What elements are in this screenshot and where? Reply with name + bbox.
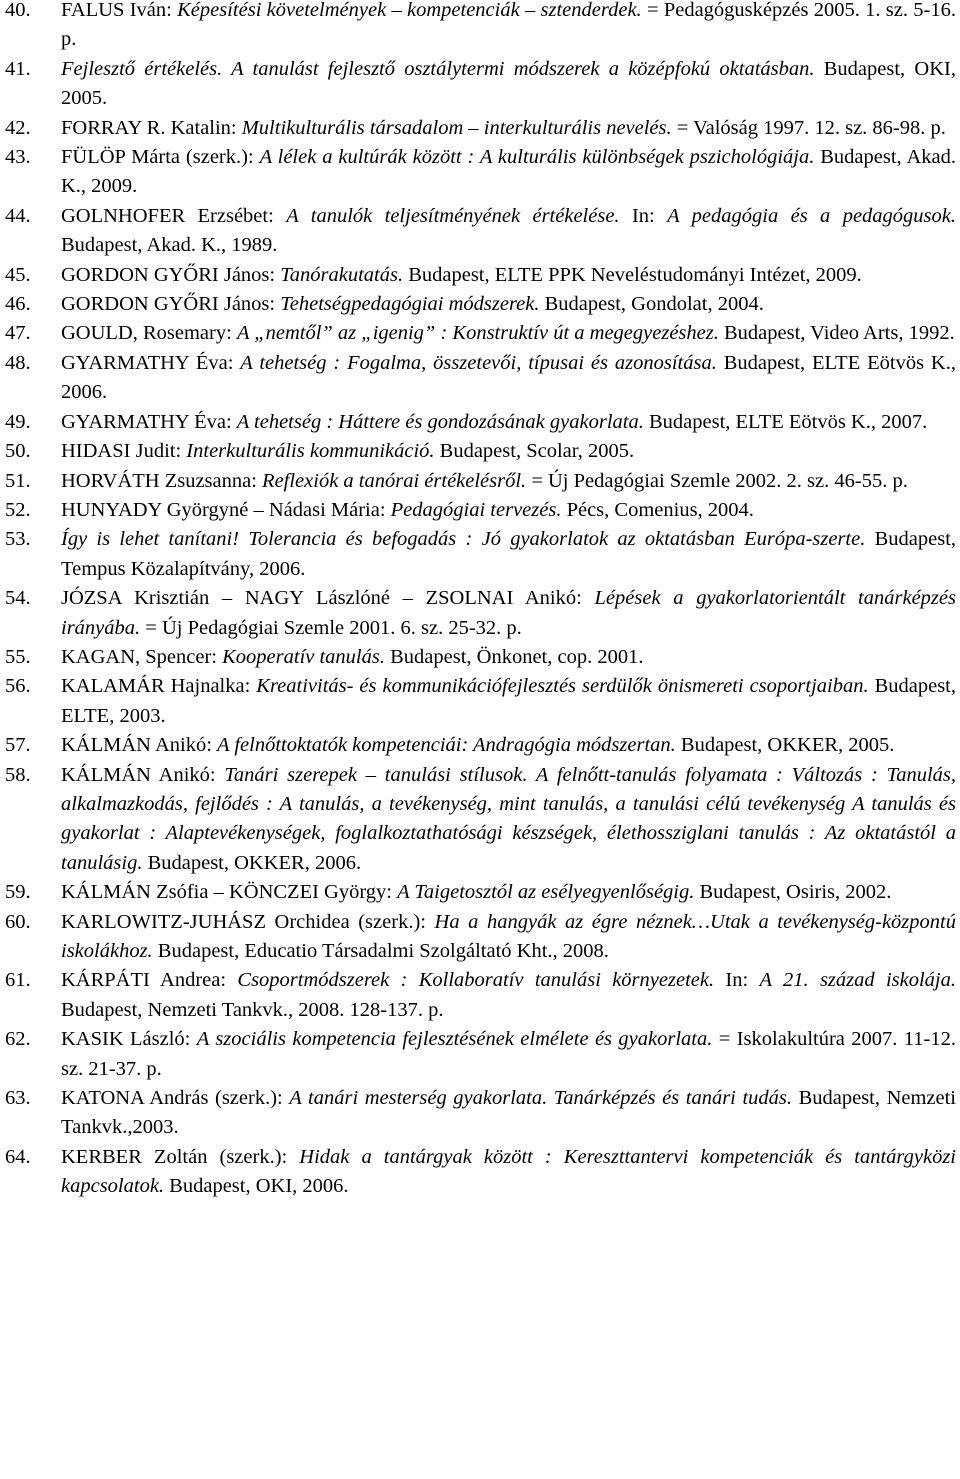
- reference-text: [61, 55, 956, 114]
- reference-detail: Budapest, ELTE Eötvös K., 2007.: [643, 410, 928, 433]
- reference-number: 54.: [5, 587, 31, 610]
- reference-detail: = Valóság 1997. 12. sz. 86-98. p.: [671, 116, 946, 139]
- reference-text: [61, 1025, 956, 1084]
- reference-text: [61, 202, 956, 261]
- reference-item: [0, 437, 956, 466]
- reference-detail: In:: [714, 969, 760, 992]
- reference-detail: = Iskolakultúra 2007. 11-12. sz. 21-37. p.: [61, 1028, 956, 1080]
- reference-item: [0, 0, 956, 55]
- reference-item: [0, 202, 956, 261]
- reference-text: [61, 261, 956, 290]
- reference-title: A tanári mesterség gyakorlata. Tanárképzés és tanári tudás.: [289, 1087, 792, 1110]
- reference-title: Tolerancia és befogadás : Jó gyakorlatok az oktatásban Európa-szerte.: [248, 528, 866, 551]
- reference-item: [0, 261, 956, 290]
- reference-title: Tanórakutatás.: [280, 263, 404, 286]
- reference-number: 56.: [5, 675, 31, 698]
- reference-detail: Pécs, Comenius, 2004.: [561, 498, 754, 521]
- reference-number: 63.: [5, 1087, 31, 1110]
- reference-detail: KÁLMÁN Anikó:: [61, 734, 218, 757]
- reference-text: [61, 643, 956, 672]
- reference-text: [61, 319, 956, 348]
- reference-text: [61, 114, 956, 143]
- reference-item: [0, 908, 956, 967]
- reference-number: 50.: [5, 440, 31, 463]
- reference-item: [0, 319, 956, 348]
- reference-detail: Budapest, Tempus Közalapítvány, 2006.: [61, 528, 957, 580]
- reference-text: [61, 672, 956, 731]
- reference-detail: Budapest, ELTE, 2003.: [61, 675, 956, 727]
- reference-detail: In:: [619, 204, 668, 227]
- reference-detail: JÓZSA Krisztián – NAGY Lászlóné – ZSOLNAI Anikó:: [61, 587, 595, 610]
- reference-number: 42.: [5, 116, 31, 139]
- reference-title: A szociális kompetencia fejlesztésének elmélete és gyakorlata.: [196, 1028, 713, 1051]
- reference-item: [0, 731, 956, 760]
- reference-title: Kreativitás- és kommunikációfejlesztés serdülők önismereti csoportjaiban.: [256, 675, 869, 698]
- reference-detail: GYARMATHY Éva:: [61, 410, 237, 433]
- reference-text: [61, 761, 956, 879]
- reference-detail: [239, 528, 248, 550]
- reference-detail: Budapest, Akad. K., 2009.: [61, 146, 956, 198]
- reference-text: [61, 143, 956, 202]
- reference-title: Így is lehet tanítani!: [61, 528, 240, 551]
- reference-title: A pedagógia és a pedagógusok.: [667, 204, 957, 227]
- reference-item: [0, 966, 956, 1025]
- reference-number: 45.: [5, 263, 31, 286]
- reference-item: [0, 467, 956, 496]
- reference-text: [61, 878, 956, 907]
- reference-item: [0, 55, 956, 114]
- reference-number: 51.: [5, 469, 31, 492]
- reference-item: [0, 584, 956, 643]
- reference-item: [0, 114, 956, 143]
- reference-item: [0, 525, 956, 584]
- reference-detail: Budapest, OKKER, 2005.: [675, 734, 895, 757]
- reference-detail: GORDON GYŐRI János:: [61, 263, 281, 286]
- reference-number: 62.: [5, 1028, 31, 1051]
- reference-title: Csoportmódszerek : Kollaboratív tanulási környezetek.: [237, 969, 715, 992]
- reference-detail: = Új Pedagógiai Szemle 2001. 6. sz. 25-32. p.: [140, 616, 522, 639]
- reference-detail: KÁRPÁTI Andrea:: [61, 969, 238, 992]
- reference-detail: = Új Pedagógiai Szemle 2002. 2. sz. 46-55. p.: [526, 469, 908, 492]
- reference-number: 55.: [5, 645, 31, 668]
- reference-text: [61, 584, 956, 643]
- reference-text: [61, 966, 956, 1025]
- reference-text: [61, 731, 956, 760]
- reference-title: Multikulturális társadalom – interkulturális nevelés.: [241, 116, 672, 139]
- reference-text: [61, 908, 956, 967]
- reference-title: A lélek a kultúrák között : A kulturális különbségek pszichológiája.: [259, 146, 815, 169]
- reference-item: [0, 1084, 956, 1143]
- reference-detail: Budapest, OKI, 2006.: [164, 1175, 349, 1198]
- reference-item: [0, 878, 956, 907]
- reference-detail: GYARMATHY Éva:: [61, 351, 241, 374]
- reference-number: 61.: [5, 969, 31, 992]
- reference-number: 53.: [5, 528, 31, 551]
- reference-text: [61, 525, 956, 584]
- reference-title: Pedagógiai tervezés.: [390, 498, 562, 521]
- reference-item: [0, 643, 956, 672]
- reference-title: A Taigetosztól az esélyegyenlőségig.: [397, 881, 695, 904]
- reference-text: [61, 467, 956, 496]
- reference-detail: HIDASI Judit:: [61, 440, 187, 463]
- reference-title: Tanári szerepek – tanulási stílusok. A felnőtt-tanulás folyamata : Változás : Tanulás, alkalmazkodás, fejlődés : A tanulás, a tevékenység, mint tanulás, a tanulási célú tevékenység A tanulás és gyakorlat : Alaptevékenységek, foglalkoztathatósági készségek, élethossziglani tanulás : Az oktatástól a tanulásig.: [61, 763, 956, 874]
- reference-detail: Budapest, Önkonet, cop. 2001.: [384, 645, 644, 668]
- reference-detail: Budapest, Nemzeti Tankvk., 2008. 128-137. p.: [61, 998, 444, 1021]
- reference-title: A tehetség : Fogalma, összetevői, típusai és azonosítása.: [240, 351, 717, 374]
- reference-detail: Budapest, Akad. K., 1989.: [61, 234, 278, 257]
- reference-item: [0, 143, 956, 202]
- reference-title: Hidak a tantárgyak között : Kereszttantervi kompetenciák és tantárgyközi kapcsolatok.: [61, 1145, 956, 1198]
- reference-item: [0, 349, 956, 408]
- reference-title: Lépések a gyakorlatorientált tanárképzés irányába.: [61, 587, 956, 639]
- reference-detail: KASIK László:: [61, 1028, 197, 1051]
- reference-detail: Budapest, OKKER, 2006.: [142, 851, 362, 874]
- reference-number: 40.: [5, 0, 31, 21]
- reference-text: [61, 1084, 956, 1143]
- reference-text: [61, 408, 956, 437]
- reference-detail: HORVÁTH Zsuzsanna:: [61, 469, 263, 492]
- reference-text: [61, 0, 956, 55]
- reference-detail: FORRAY R. Katalin:: [61, 116, 242, 139]
- reference-number: 59.: [5, 881, 31, 904]
- reference-detail: FALUS Iván:: [61, 0, 178, 21]
- reference-detail: KAGAN, Spencer:: [61, 645, 223, 668]
- reference-title: Reflexiók a tanórai értékelésről.: [262, 469, 527, 492]
- reference-item: [0, 290, 956, 319]
- reference-number: 52.: [5, 498, 31, 521]
- reference-number: 57.: [5, 734, 31, 757]
- reference-detail: HUNYADY Györgyné – Nádasi Mária:: [61, 498, 391, 521]
- reference-item: [0, 761, 956, 879]
- reference-detail: Budapest, OKI, 2005.: [61, 57, 956, 110]
- reference-detail: Budapest, Nemzeti Tankvk.,2003.: [61, 1087, 957, 1139]
- reference-detail: GOLNHOFER Erzsébet:: [61, 204, 287, 227]
- reference-detail: Budapest, ELTE PPK Neveléstudományi Intézet, 2009.: [403, 263, 862, 286]
- reference-detail: KERBER Zoltán (szerk.):: [61, 1145, 300, 1168]
- reference-title: Kooperatív tanulás.: [222, 645, 385, 668]
- reference-title: Ha a hangyák az égre néznek…Utak a tevékenység-központú iskolákhoz.: [61, 910, 956, 962]
- reference-detail: GOULD, Rosemary:: [61, 322, 237, 345]
- reference-number: 48.: [5, 351, 31, 374]
- reference-detail: Budapest, Educatio Társadalmi Szolgáltató Kht., 2008.: [152, 940, 609, 962]
- reference-detail: Budapest, ELTE Eötvös K., 2006.: [61, 351, 956, 404]
- reference-detail: GORDON GYŐRI János:: [61, 293, 281, 316]
- reference-detail: Budapest, Gondolat, 2004.: [539, 293, 764, 316]
- reference-detail: KARLOWITZ-JUHÁSZ Orchidea (szerk.):: [61, 910, 435, 933]
- reference-title: A tanulók teljesítményének értékelése.: [286, 204, 620, 227]
- reference-title: A tehetség : Háttere és gondozásának gyakorlata.: [236, 410, 644, 433]
- reference-text: [61, 496, 956, 525]
- reference-item: [0, 408, 956, 437]
- reference-detail: KÁLMÁN Anikó:: [61, 763, 225, 786]
- reference-number: 64.: [5, 1145, 31, 1168]
- reference-detail: Budapest, Osiris, 2002.: [694, 881, 892, 904]
- reference-detail: Budapest, Scolar, 2005.: [434, 440, 635, 463]
- reference-title: Tehetségpedagógiai módszerek.: [280, 293, 540, 316]
- reference-text: [61, 437, 956, 466]
- reference-number: 43.: [5, 146, 31, 169]
- reference-text: [61, 290, 956, 319]
- reference-title: A felnőttoktatók kompetenciái: Andragógia módszertan.: [217, 734, 676, 757]
- reference-title: A „nemtől” az „igenig” : Konstruktív út a megegyezéshez.: [236, 322, 719, 345]
- reference-number: 58.: [5, 763, 31, 786]
- reference-detail: KÁLMÁN Zsófia – KÖNCZEI György:: [61, 881, 398, 904]
- reference-number: 46.: [5, 293, 31, 316]
- reference-title: A 21. század iskolája.: [759, 969, 957, 992]
- reference-number: 44.: [5, 204, 31, 227]
- reference-item: [0, 1143, 956, 1202]
- reference-text: [61, 349, 956, 408]
- reference-detail: FÜLÖP Márta (szerk.):: [61, 146, 260, 169]
- reference-number: 60.: [5, 910, 31, 933]
- reference-detail: KATONA András (szerk.):: [61, 1087, 290, 1110]
- reference-number: 49.: [5, 410, 31, 433]
- reference-title: Fejlesztő értékelés. A tanulást fejlesztő osztálytermi módszerek a középfokú oktatásban.: [61, 57, 815, 80]
- reference-title: Képesítési követelmények – kompetenciák – sztenderdek.: [177, 0, 642, 21]
- reference-text: [61, 1143, 956, 1202]
- reference-item: [0, 496, 956, 525]
- reference-number: 41.: [5, 57, 31, 80]
- reference-number: 47.: [5, 322, 31, 345]
- reference-detail: = Pedagógusképzés 2005. 1. sz. 5-16. p.: [61, 0, 956, 51]
- reference-item: [0, 1025, 956, 1084]
- reference-detail: KALAMÁR Hajnalka:: [61, 675, 257, 698]
- reference-detail: Budapest, Video Arts, 1992.: [718, 322, 955, 345]
- reference-item: [0, 672, 956, 731]
- reference-title: Interkulturális kommunikáció.: [186, 440, 435, 463]
